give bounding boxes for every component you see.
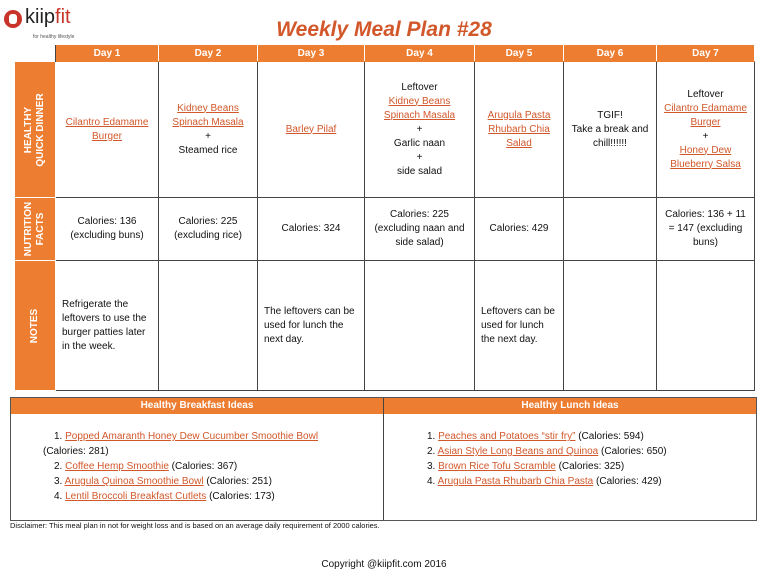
notes-cell — [159, 261, 258, 391]
plus-text: + — [416, 123, 423, 135]
disclaimer: Disclaimer: This meal plan in not for weight loss and is based on an average daily requirement of 2000 calories. — [10, 521, 380, 530]
notes-cell — [657, 261, 755, 391]
dinner-cell — [657, 62, 755, 198]
dinner-cell — [258, 62, 365, 198]
breakfast-heading: Healthy Breakfast Ideas — [11, 398, 383, 414]
day-header-row — [15, 46, 755, 62]
day-header: Day 6 — [564, 46, 657, 62]
nutrition-cell: Calories: 136 + 11 = 147 (excluding buns) — [657, 198, 755, 261]
recipe-link[interactable]: Arugula Pasta Rhubarb Chia Salad — [487, 109, 551, 149]
nutrition-cell: Calories: 429 — [475, 198, 564, 261]
notes-cell — [564, 261, 657, 391]
day-header: Day 5 — [475, 46, 564, 62]
recipe-link[interactable]: Asian Style Long Beans and Quinoa — [437, 446, 599, 457]
list-item: 4. Lentil Broccoli Breakfast Cutlets (Calories: 173) — [54, 491, 275, 502]
notes-cell — [365, 261, 475, 391]
recipe-link[interactable]: Kidney Beans Spinach Masala — [383, 95, 456, 121]
notes-cell: Refrigerate the leftovers to use the burger patties later in the week. — [56, 261, 159, 391]
recipe-link[interactable]: Honey Dew Blueberry Salsa — [670, 144, 741, 170]
lunch-heading: Healthy Lunch Ideas — [384, 398, 756, 414]
plus-text: + — [416, 151, 423, 163]
plus-text: + — [702, 130, 709, 142]
leftover-text: Leftover — [401, 81, 438, 93]
list-item: 2. Asian Style Long Beans and Quinoa (Calories: 650) — [427, 446, 667, 457]
copyright: Copyright @kiipfit.com 2016 — [321, 559, 447, 570]
recipe-link[interactable]: Cilantro Edamame Burger — [664, 102, 747, 128]
list-item: 3. Brown Rice Tofu Scramble (Calories: 325) — [427, 461, 625, 472]
notes-row — [15, 261, 755, 391]
list-item: 1. Popped Amaranth Honey Dew Cucumber Smoothie Bowl (Calories: 281) — [43, 431, 319, 457]
day-header: Day 4 — [365, 46, 475, 62]
recipe-link[interactable]: Kidney Beans Spinach Masala — [172, 102, 244, 128]
recipe-link[interactable]: Peaches and Potatoes “stir fry” — [438, 431, 576, 442]
plus-text: + — [205, 130, 211, 142]
recipe-link[interactable]: Arugula Pasta Rhubarb Chia Pasta — [437, 476, 594, 487]
recipe-link[interactable]: Cilantro Edamame Burger — [65, 116, 149, 142]
leftover-text: Leftover — [687, 88, 724, 100]
dinner-cell — [365, 62, 475, 198]
row-label-notes: NOTES — [15, 261, 56, 391]
recipe-link[interactable]: Barley Pilaf — [285, 123, 337, 135]
nutrition-cell — [564, 198, 657, 261]
side-text: Garlic naan — [393, 137, 446, 149]
list-item: 1. Peaches and Potatoes “stir fry” (Calories: 594) — [427, 431, 644, 442]
logo-text: kiipfit — [25, 6, 71, 28]
nutrition-cell: Calories: 225 (excluding naan and side salad) — [365, 198, 475, 261]
side-text: side salad — [396, 165, 443, 177]
lunch-ideas — [383, 398, 756, 520]
page-title: Weekly Meal Plan #28 — [276, 18, 492, 41]
list-item: 4. Arugula Pasta Rhubarb Chia Pasta (Calories: 429) — [427, 476, 662, 487]
meal-plan-table — [14, 45, 755, 391]
breakfast-ideas — [11, 398, 383, 520]
list-item: 3. Arugula Quinoa Smoothie Bowl (Calories: 251) — [54, 476, 272, 487]
note-text: TGIF! — [597, 109, 623, 121]
day-header: Day 1 — [56, 46, 159, 62]
ideas-box — [10, 397, 757, 521]
dinner-cell — [564, 62, 657, 198]
day-header: Day 2 — [159, 46, 258, 62]
recipe-link[interactable]: Popped Amaranth Honey Dew Cucumber Smoothie Bowl — [65, 431, 319, 442]
note-text: Take a break and chill!!!!!! — [571, 123, 649, 149]
dinner-cell — [56, 62, 159, 198]
row-label-nutrition: NUTRITION FACTS — [15, 198, 56, 261]
day-header: Day 3 — [258, 46, 365, 62]
dinner-cell — [159, 62, 258, 198]
dinner-cell — [475, 62, 564, 198]
logo-tagline: for healthy lifestyle — [33, 34, 75, 40]
nutrition-cell: Calories: 225 (excluding rice) — [159, 198, 258, 261]
recipe-link[interactable]: Coffee Hemp Smoothie — [65, 461, 169, 472]
dinner-row — [15, 62, 755, 198]
recipe-link[interactable]: Arugula Quinoa Smoothie Bowl — [64, 476, 204, 487]
nutrition-cell: Calories: 324 — [258, 198, 365, 261]
recipe-link[interactable]: Lentil Broccoli Breakfast Cutlets — [65, 491, 207, 502]
notes-cell: Leftovers can be used for lunch the next day. — [475, 261, 564, 391]
nutrition-row — [15, 198, 755, 261]
side-text: Steamed rice — [178, 144, 238, 156]
day-header: Day 7 — [657, 46, 755, 62]
list-item: 2. Coffee Hemp Smoothie (Calories: 367) — [54, 461, 238, 472]
recipe-link[interactable]: Brown Rice Tofu Scramble — [438, 461, 556, 472]
notes-cell: The leftovers can be used for lunch the next day. — [258, 261, 365, 391]
row-label-dinner: HEALTHY QUICK DINNER — [15, 62, 56, 198]
nutrition-cell: Calories: 136 (excluding buns) — [56, 198, 159, 261]
